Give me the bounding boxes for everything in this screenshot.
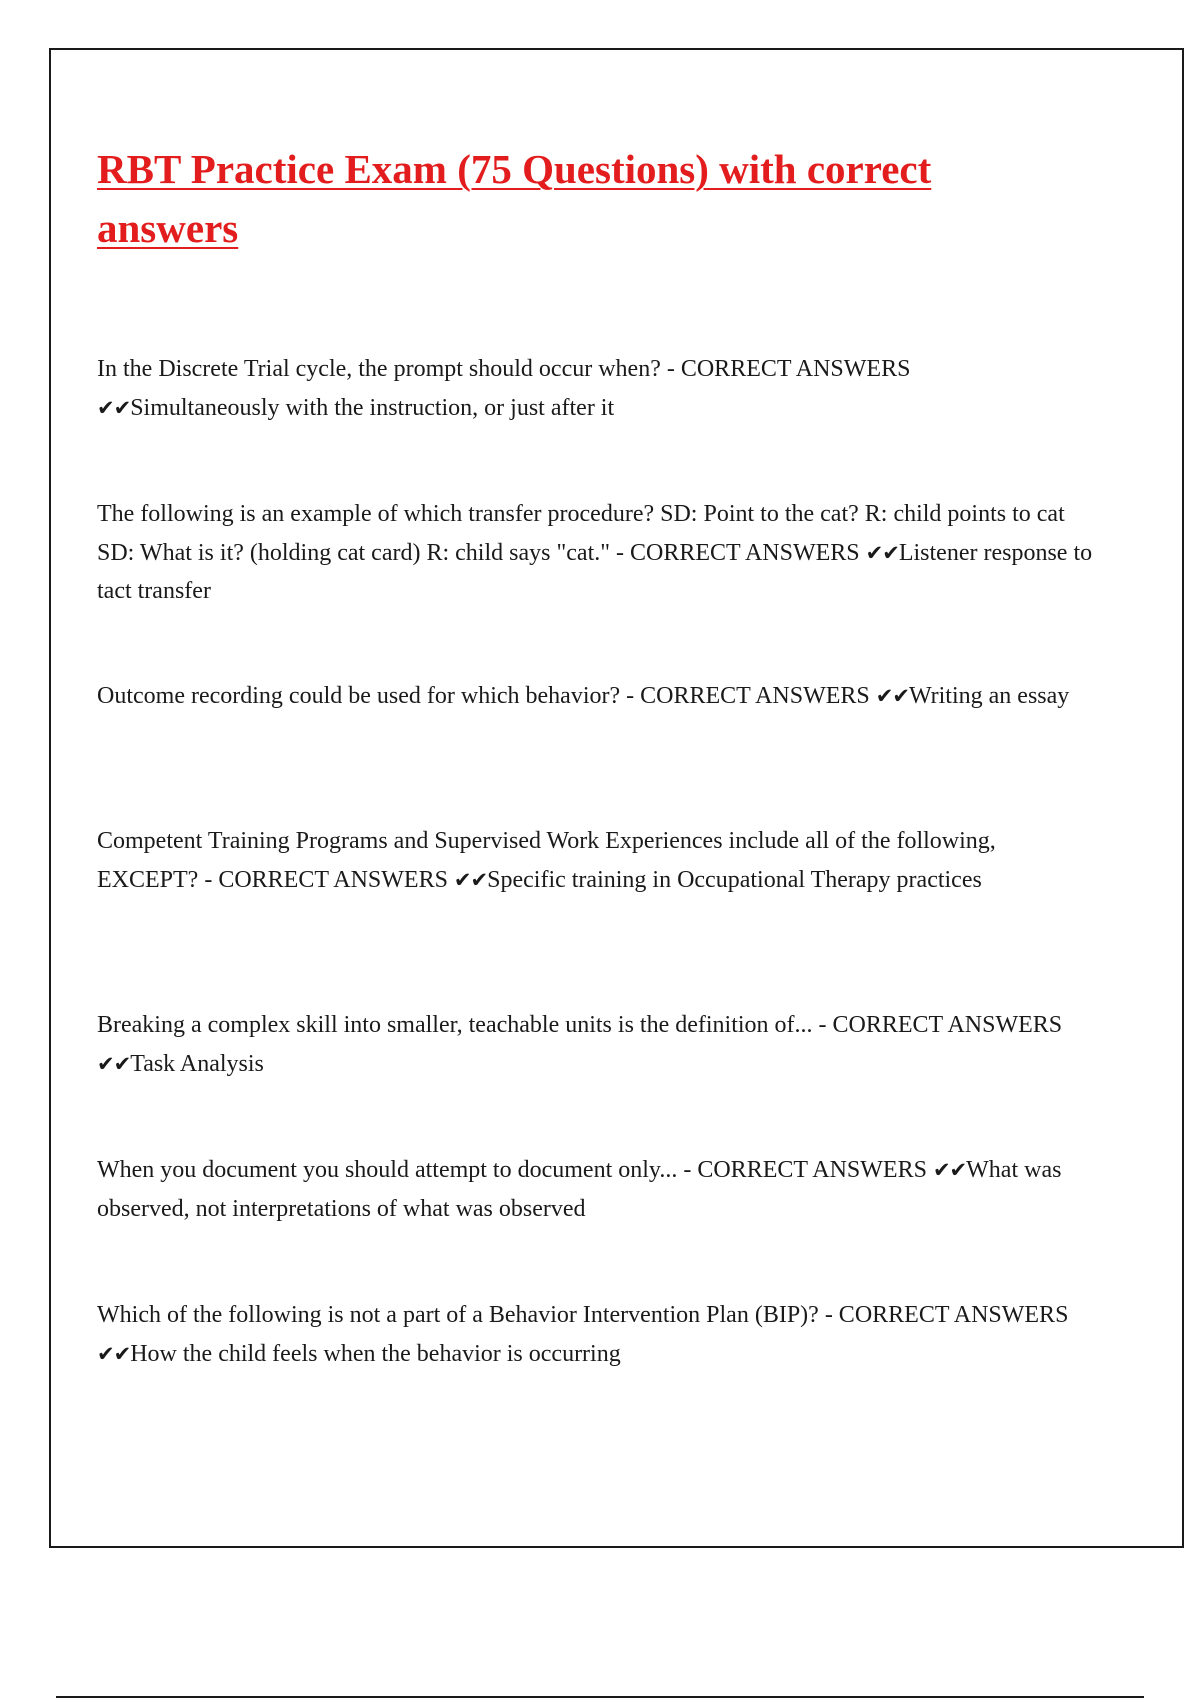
answer-text: Listener response to tact transfer bbox=[97, 539, 1093, 604]
question-text: When you document you should attempt to document only... - CORRECT ANSWERS bbox=[97, 1157, 933, 1183]
qa-item bbox=[97, 1006, 1097, 1083]
check-icon: ✔✔ bbox=[453, 867, 488, 892]
answer-text: How the child feels when the behavior is occurring bbox=[130, 1340, 621, 1367]
check-icon: ✔✔ bbox=[97, 1341, 131, 1366]
qa-item bbox=[97, 677, 1097, 716]
answer-text: Simultaneously with the instruction, or just after it bbox=[130, 394, 615, 421]
qa-item bbox=[97, 495, 1097, 611]
question-text: In the Discrete Trial cycle, the prompt should occur when? - CORRECT ANSWERS bbox=[97, 356, 911, 382]
question-text: Competent Training Programs and Supervised Work Experiences include all of the following, EXCEPT? - CORRECT ANSWERS bbox=[97, 828, 996, 893]
check-icon: ✔✔ bbox=[97, 1051, 131, 1076]
qa-item bbox=[97, 350, 1097, 427]
check-icon: ✔✔ bbox=[865, 540, 899, 565]
answer-text: Task Analysis bbox=[130, 1050, 264, 1077]
answer-text: Writing an essay bbox=[908, 683, 1070, 709]
check-icon: ✔✔ bbox=[97, 395, 131, 420]
question-text: The following is an example of which transfer procedure? SD: Point to the cat? R: child points to cat SD: What is it? (holding cat card) R: child says "cat." - CORRECT ANSWERS bbox=[97, 501, 1065, 566]
question-text: Which of the following is not a part of a Behavior Intervention Plan (BIP)? - CORRECT ANSWERS bbox=[97, 1302, 1069, 1328]
bottom-rule bbox=[56, 1696, 1144, 1698]
check-icon: ✔✔ bbox=[932, 1158, 967, 1182]
qa-item bbox=[97, 1151, 1097, 1228]
document-title: RBT Practice Exam (75 Questions) with correct answers bbox=[97, 146, 932, 251]
question-text: Breaking a complex skill into smaller, teachable units is the definition of... - CORRECT ANSWERS bbox=[97, 1012, 1063, 1038]
qa-item bbox=[97, 1296, 1097, 1373]
answer-text: What was observed, not interpretations of what was observed bbox=[97, 1157, 1062, 1222]
qa-item bbox=[97, 822, 1097, 899]
question-text: Outcome recording could be used for which behavior? - CORRECT ANSWERS bbox=[97, 683, 876, 709]
answer-text: Specific training in Occupational Therapy practices bbox=[487, 866, 982, 893]
check-icon: ✔✔ bbox=[875, 684, 909, 708]
